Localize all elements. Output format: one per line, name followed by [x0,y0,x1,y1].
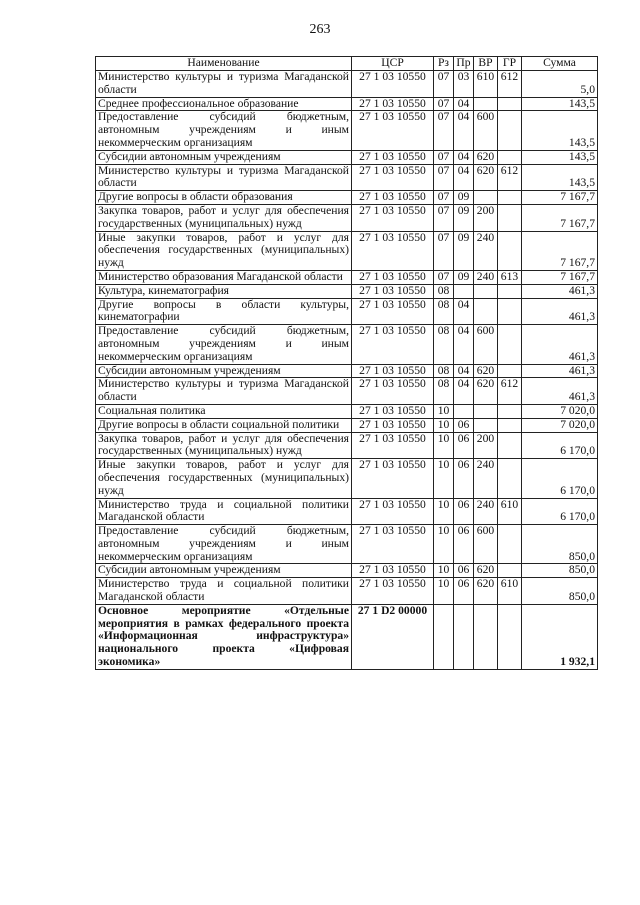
cell-vr: 240 [474,459,498,498]
cell-csr: 27 1 03 10550 [352,432,434,459]
cell-sum: 7 020,0 [522,404,598,418]
cell-vr: 620 [474,564,498,578]
cell-csr: 27 1 03 10550 [352,150,434,164]
table-row [96,284,598,298]
table-row [96,97,598,111]
column-header-rz: Рз [434,57,454,71]
cell-sum: 850,0 [522,578,598,605]
column-header-name: Наименование [96,57,352,71]
cell-gr [498,97,522,111]
cell-name: Министерство культуры и туризма Магаданской области [96,378,352,405]
table-row [96,298,598,325]
cell-csr: 27 1 03 10550 [352,270,434,284]
cell-pr: 09 [454,231,474,270]
cell-csr: 27 1 D2 00000 [352,604,434,669]
cell-gr [498,459,522,498]
table-row [96,204,598,231]
cell-pr: 06 [454,418,474,432]
cell-sum: 143,5 [522,97,598,111]
cell-vr: 610 [474,71,498,98]
cell-csr: 27 1 03 10550 [352,325,434,364]
cell-csr: 27 1 03 10550 [352,97,434,111]
cell-sum: 850,0 [522,564,598,578]
cell-pr: 06 [454,578,474,605]
cell-vr: 200 [474,432,498,459]
cell-gr: 612 [498,164,522,191]
cell-vr: 620 [474,364,498,378]
cell-name: Министерство труда и социальной политики Магаданской области [96,578,352,605]
cell-vr [474,604,498,669]
cell-pr: 09 [454,191,474,205]
cell-vr [474,97,498,111]
cell-name: Предоставление субсидий бюджетным, автономным учреждениям и иным некоммерческим организациям [96,111,352,150]
column-header-sum: Сумма [522,57,598,71]
cell-sum: 7 167,7 [522,231,598,270]
cell-sum: 7 167,7 [522,204,598,231]
cell-vr: 600 [474,325,498,364]
cell-name: Предоставление субсидий бюджетным, автономным учреждениям и иным некоммерческим организациям [96,525,352,564]
cell-gr [498,284,522,298]
cell-vr [474,418,498,432]
cell-vr: 620 [474,150,498,164]
cell-pr: 04 [454,298,474,325]
cell-name: Другие вопросы в области образования [96,191,352,205]
cell-gr [498,432,522,459]
cell-rz: 10 [434,432,454,459]
cell-rz: 07 [434,71,454,98]
cell-gr [498,150,522,164]
table-row [96,231,598,270]
cell-name: Социальная политика [96,404,352,418]
cell-sum: 5,0 [522,71,598,98]
cell-rz: 10 [434,498,454,525]
table-row [96,325,598,364]
cell-sum: 143,5 [522,164,598,191]
cell-csr: 27 1 03 10550 [352,71,434,98]
cell-csr: 27 1 03 10550 [352,364,434,378]
cell-sum: 461,3 [522,378,598,405]
cell-pr: 04 [454,164,474,191]
cell-sum: 1 932,1 [522,604,598,669]
cell-vr: 620 [474,164,498,191]
cell-rz: 10 [434,418,454,432]
cell-rz: 07 [434,111,454,150]
cell-pr: 06 [454,432,474,459]
cell-rz: 08 [434,325,454,364]
cell-vr [474,404,498,418]
cell-csr: 27 1 03 10550 [352,164,434,191]
table-row [96,404,598,418]
table-row [96,459,598,498]
cell-name: Другие вопросы в области культуры, кинематографии [96,298,352,325]
cell-name: Министерство культуры и туризма Магаданской области [96,164,352,191]
cell-name: Закупка товаров, работ и услуг для обеспечения государственных (муниципальных) нужд [96,432,352,459]
cell-csr: 27 1 03 10550 [352,111,434,150]
cell-csr: 27 1 03 10550 [352,498,434,525]
cell-sum: 6 170,0 [522,432,598,459]
cell-vr: 240 [474,270,498,284]
table-row [96,270,598,284]
cell-sum: 143,5 [522,150,598,164]
cell-csr: 27 1 03 10550 [352,204,434,231]
cell-name: Министерство культуры и туризма Магаданской области [96,71,352,98]
cell-rz: 10 [434,525,454,564]
cell-pr: 06 [454,498,474,525]
table-row [96,364,598,378]
cell-rz: 10 [434,578,454,605]
table-row [96,498,598,525]
cell-csr: 27 1 03 10550 [352,418,434,432]
table-body [96,71,598,670]
cell-pr: 04 [454,325,474,364]
cell-gr [498,604,522,669]
cell-gr: 612 [498,378,522,405]
cell-name: Иные закупки товаров, работ и услуг для обеспечения государственных (муниципальных) нужд [96,459,352,498]
cell-name: Основное мероприятие «Отдельные мероприятия в рамках федерального проекта «Информационная инфраструктура» национального проекта «Цифровая экономика» [96,604,352,669]
table-row [96,111,598,150]
cell-gr [498,364,522,378]
cell-pr: 06 [454,564,474,578]
cell-rz: 07 [434,270,454,284]
cell-sum: 461,3 [522,325,598,364]
cell-csr: 27 1 03 10550 [352,404,434,418]
cell-pr: 06 [454,525,474,564]
table-row [96,418,598,432]
cell-name: Другие вопросы в области социальной политики [96,418,352,432]
cell-vr: 600 [474,111,498,150]
cell-csr: 27 1 03 10550 [352,284,434,298]
cell-vr [474,191,498,205]
cell-gr [498,191,522,205]
cell-name: Предоставление субсидий бюджетным, автономным учреждениям и иным некоммерческим организациям [96,325,352,364]
page-number: 263 [309,22,331,37]
cell-sum: 461,3 [522,284,598,298]
cell-sum: 461,3 [522,298,598,325]
cell-gr [498,231,522,270]
cell-vr: 240 [474,498,498,525]
cell-pr: 04 [454,111,474,150]
cell-pr: 09 [454,204,474,231]
cell-sum: 143,5 [522,111,598,150]
cell-vr [474,298,498,325]
cell-name: Иные закупки товаров, работ и услуг для обеспечения государственных (муниципальных) нужд [96,231,352,270]
table-row [96,604,598,669]
cell-name: Субсидии автономным учреждениям [96,364,352,378]
cell-rz: 08 [434,364,454,378]
cell-gr [498,404,522,418]
cell-name: Субсидии автономным учреждениям [96,564,352,578]
table-row [96,432,598,459]
cell-rz: 10 [434,564,454,578]
column-header-vr: ВР [474,57,498,71]
table-row [96,191,598,205]
table-row [96,378,598,405]
table-row [96,564,598,578]
cell-csr: 27 1 03 10550 [352,231,434,270]
cell-name: Субсидии автономным учреждениям [96,150,352,164]
cell-rz: 08 [434,378,454,405]
cell-gr [498,298,522,325]
cell-vr: 620 [474,378,498,405]
cell-sum: 6 170,0 [522,498,598,525]
cell-sum: 6 170,0 [522,459,598,498]
cell-sum: 461,3 [522,364,598,378]
cell-sum: 7 167,7 [522,270,598,284]
cell-csr: 27 1 03 10550 [352,298,434,325]
cell-csr: 27 1 03 10550 [352,459,434,498]
cell-gr: 610 [498,578,522,605]
cell-rz: 08 [434,298,454,325]
budget-table [95,56,598,670]
cell-vr [474,284,498,298]
cell-rz: 07 [434,204,454,231]
table-row [96,164,598,191]
cell-gr [498,525,522,564]
cell-sum: 850,0 [522,525,598,564]
cell-vr: 600 [474,525,498,564]
cell-gr: 610 [498,498,522,525]
table-row [96,71,598,98]
column-header-gr: ГР [498,57,522,71]
cell-pr: 04 [454,378,474,405]
cell-pr: 04 [454,97,474,111]
column-header-pr: Пр [454,57,474,71]
cell-pr [454,604,474,669]
cell-pr [454,404,474,418]
cell-name: Министерство образования Магаданской области [96,270,352,284]
cell-name: Министерство труда и социальной политики Магаданской области [96,498,352,525]
cell-csr: 27 1 03 10550 [352,578,434,605]
cell-rz: 08 [434,284,454,298]
cell-gr [498,325,522,364]
cell-rz: 07 [434,97,454,111]
cell-sum: 7 020,0 [522,418,598,432]
cell-vr: 200 [474,204,498,231]
cell-name: Культура, кинематография [96,284,352,298]
cell-gr: 613 [498,270,522,284]
cell-pr: 04 [454,364,474,378]
cell-rz: 07 [434,164,454,191]
cell-pr: 04 [454,150,474,164]
cell-csr: 27 1 03 10550 [352,378,434,405]
cell-pr: 09 [454,270,474,284]
cell-pr: 03 [454,71,474,98]
cell-gr [498,204,522,231]
cell-csr: 27 1 03 10550 [352,564,434,578]
table-row [96,525,598,564]
cell-vr: 240 [474,231,498,270]
cell-name: Среднее профессиональное образование [96,97,352,111]
cell-rz: 10 [434,459,454,498]
cell-sum: 7 167,7 [522,191,598,205]
table-row [96,150,598,164]
cell-rz: 07 [434,231,454,270]
cell-csr: 27 1 03 10550 [352,191,434,205]
cell-rz: 07 [434,150,454,164]
cell-gr [498,564,522,578]
cell-name: Закупка товаров, работ и услуг для обеспечения государственных (муниципальных) нужд [96,204,352,231]
cell-pr [454,284,474,298]
cell-rz [434,604,454,669]
cell-gr: 612 [498,71,522,98]
cell-gr [498,418,522,432]
cell-csr: 27 1 03 10550 [352,525,434,564]
cell-gr [498,111,522,150]
cell-pr: 06 [454,459,474,498]
column-header-csr: ЦСР [352,57,434,71]
table-row [96,578,598,605]
cell-vr: 620 [474,578,498,605]
table-header-row [96,57,598,71]
cell-rz: 10 [434,404,454,418]
cell-rz: 07 [434,191,454,205]
